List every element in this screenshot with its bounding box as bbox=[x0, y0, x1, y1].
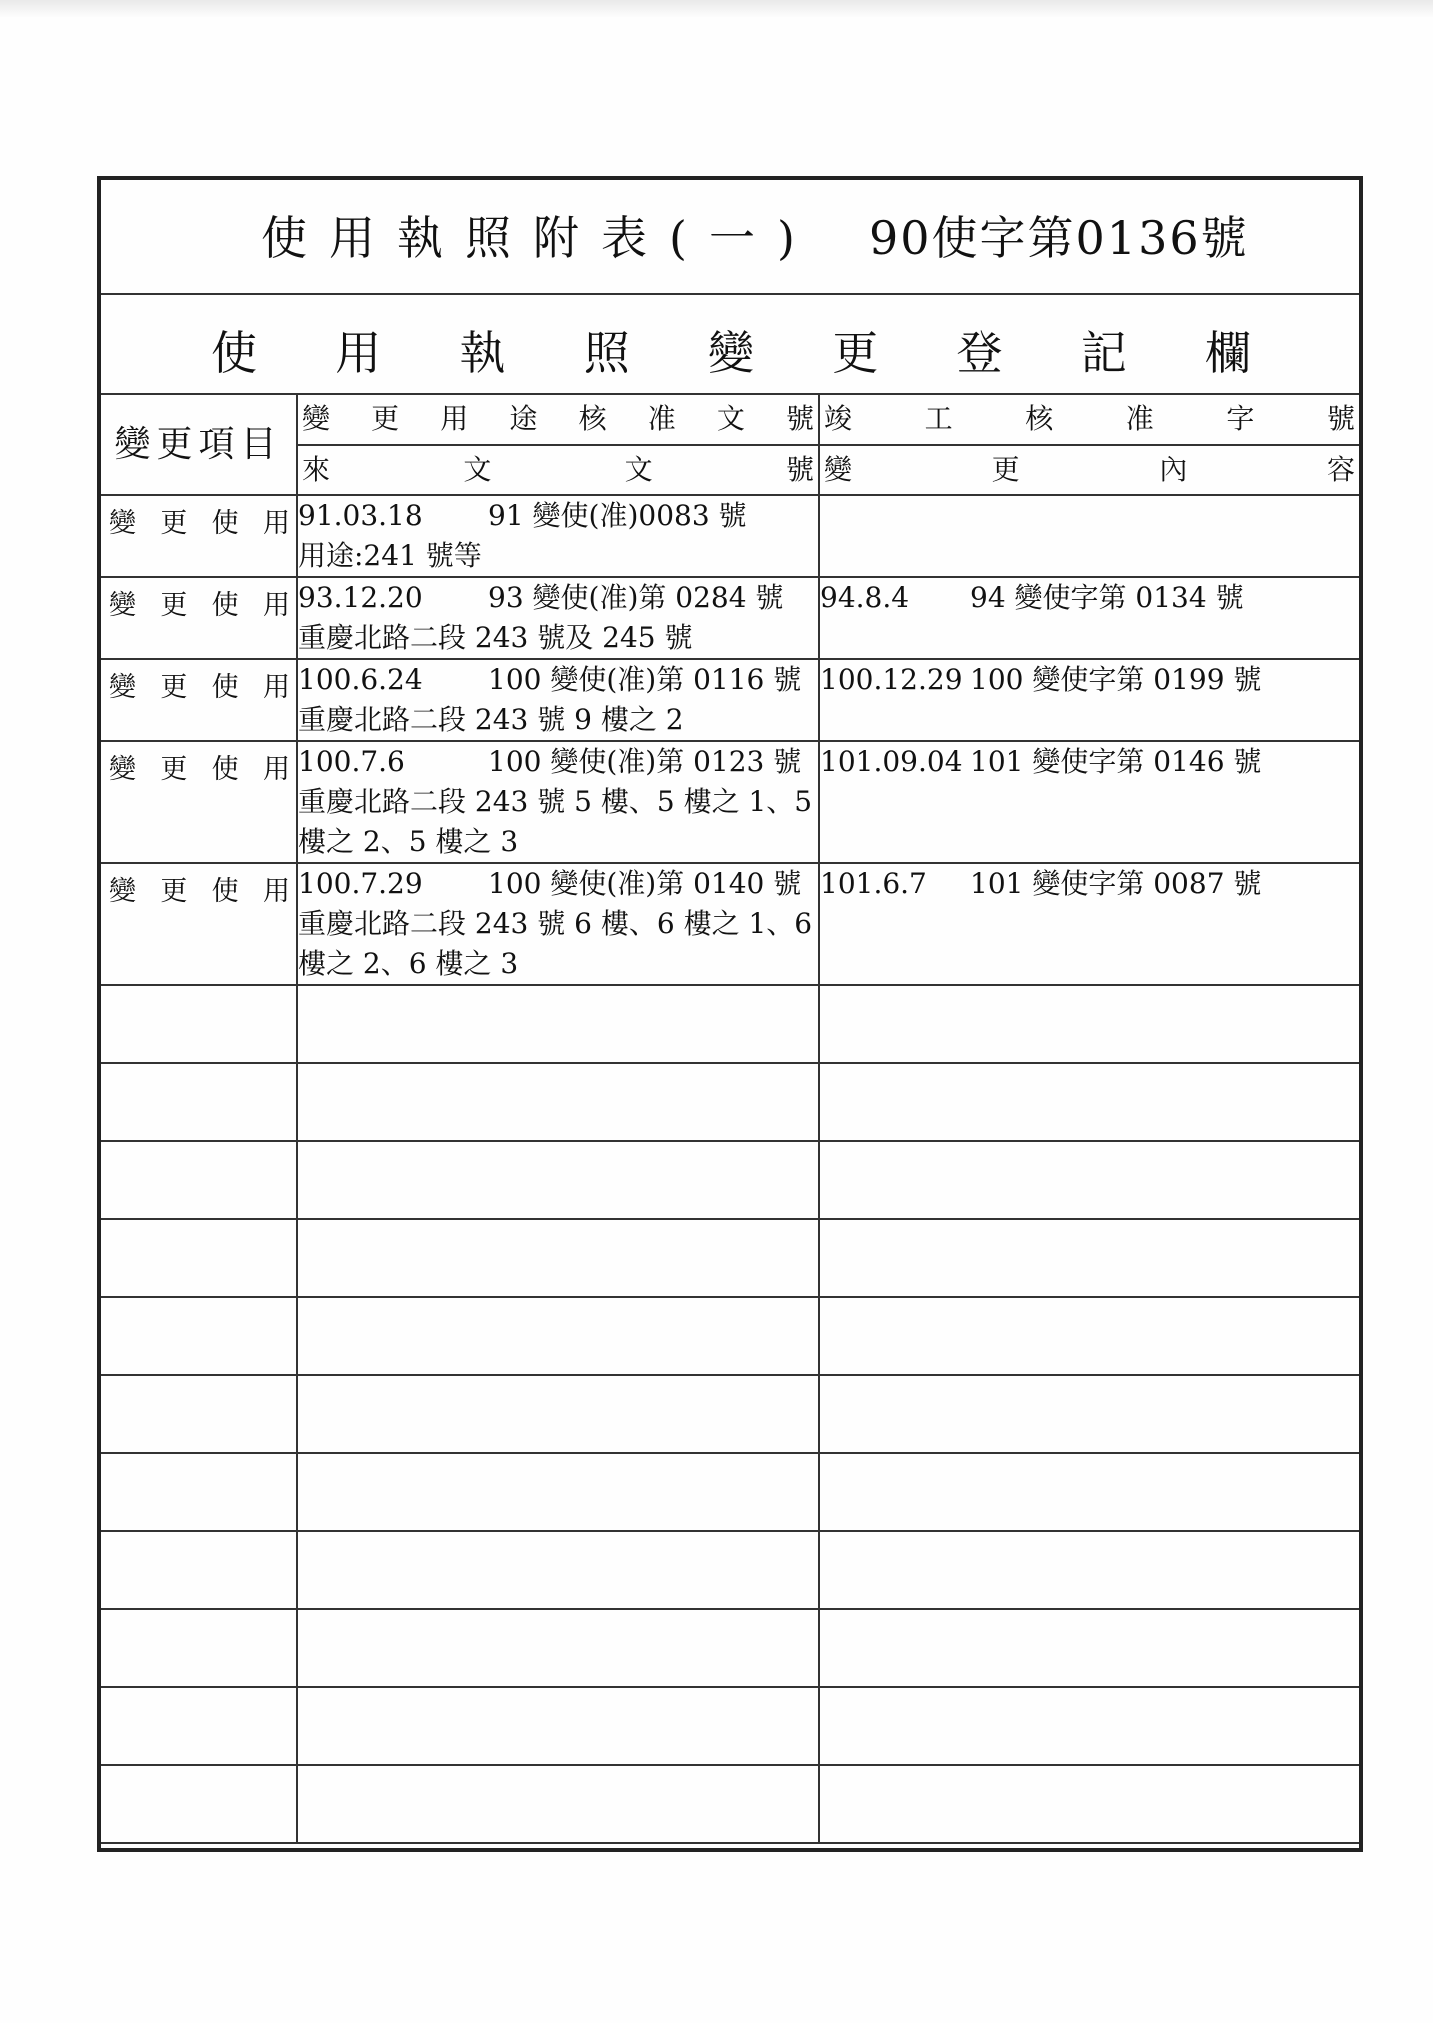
blank-cell bbox=[101, 1297, 297, 1375]
approval-number: 100 變使(准)第 0116 號 bbox=[488, 663, 802, 696]
item-char: 使 bbox=[211, 672, 239, 703]
approval-line bbox=[298, 742, 818, 782]
change-item bbox=[101, 496, 296, 544]
completion-cell bbox=[819, 577, 1359, 659]
approval-date: 93.12.20 bbox=[298, 581, 423, 614]
blank-row bbox=[101, 1687, 1359, 1765]
item-char: 更 bbox=[160, 754, 188, 785]
table-row bbox=[101, 863, 1359, 985]
blank-cell bbox=[101, 1687, 297, 1765]
approval-line bbox=[298, 578, 818, 618]
header-row-top bbox=[101, 395, 1359, 445]
table-row bbox=[101, 577, 1359, 659]
completion-cell bbox=[819, 495, 1359, 577]
subtitle-char: 變 bbox=[708, 326, 754, 380]
item-char: 變 bbox=[109, 672, 136, 703]
blank-cell bbox=[297, 1141, 819, 1219]
blank-cell bbox=[819, 1687, 1359, 1765]
blank-row bbox=[101, 1219, 1359, 1297]
blank-cell bbox=[297, 985, 819, 1063]
item-char: 用 bbox=[262, 590, 290, 621]
form-title: 使用執照附表(一) bbox=[261, 211, 817, 265]
item-char: 使 bbox=[211, 590, 239, 621]
usage-license-change-form bbox=[97, 176, 1363, 1852]
blank-cell bbox=[819, 1219, 1359, 1297]
table-row bbox=[101, 741, 1359, 863]
blank-cell bbox=[101, 1141, 297, 1219]
header-char: 工 bbox=[924, 402, 953, 435]
header-char: 更 bbox=[371, 402, 400, 435]
blank-row bbox=[101, 985, 1359, 1063]
title-row bbox=[101, 180, 1359, 295]
completion-date: 101.6.7 bbox=[820, 867, 927, 900]
blank-row bbox=[101, 1375, 1359, 1453]
completion-number: 100 變使字第 0199 號 bbox=[970, 663, 1262, 696]
subtitle-char: 執 bbox=[459, 326, 506, 380]
blank-cell bbox=[101, 1063, 297, 1141]
blank-cell bbox=[101, 1765, 297, 1843]
blank-cell bbox=[297, 1609, 819, 1687]
spacer bbox=[468, 660, 488, 700]
item-char: 用 bbox=[262, 508, 290, 539]
header-char: 來 bbox=[302, 453, 331, 486]
item-char: 變 bbox=[109, 754, 136, 785]
header-char: 核 bbox=[578, 402, 607, 435]
completion-number: 101 變使字第 0146 號 bbox=[970, 745, 1262, 778]
completion-date: 100.12.29 bbox=[820, 663, 963, 696]
blank-cell bbox=[297, 1531, 819, 1609]
item-char: 更 bbox=[160, 672, 188, 703]
header-change-content bbox=[819, 445, 1359, 495]
blank-cell bbox=[819, 1531, 1359, 1609]
blank-cell bbox=[819, 985, 1359, 1063]
subtitle-char: 欄 bbox=[1205, 326, 1251, 380]
item-char: 使 bbox=[211, 754, 239, 785]
header-char: 用 bbox=[440, 402, 469, 435]
change-registry-table bbox=[101, 395, 1359, 1844]
blank-cell bbox=[819, 1375, 1359, 1453]
header-char: 途 bbox=[509, 402, 538, 435]
blank-row bbox=[101, 1453, 1359, 1531]
completion-number: 94 變使字第 0134 號 bbox=[970, 581, 1244, 614]
header-char: 准 bbox=[647, 402, 676, 435]
header-char: 准 bbox=[1125, 402, 1154, 435]
header-incoming-no bbox=[297, 445, 819, 495]
approval-number: 100 變使(准)第 0123 號 bbox=[488, 745, 802, 778]
blank-cell bbox=[297, 1453, 819, 1531]
approval-number: 93 變使(准)第 0284 號 bbox=[488, 581, 784, 614]
approval-cell bbox=[297, 863, 819, 985]
blank-cell bbox=[297, 1219, 819, 1297]
change-item bbox=[101, 578, 296, 626]
item-char: 變 bbox=[109, 508, 136, 539]
subtitle-char: 照 bbox=[583, 326, 630, 380]
header-char: 變 bbox=[302, 402, 331, 435]
item-char: 變 bbox=[109, 590, 136, 621]
change-item bbox=[101, 742, 296, 790]
header-char: 文 bbox=[716, 402, 745, 435]
change-item bbox=[101, 660, 296, 708]
blank-cell bbox=[101, 985, 297, 1063]
completion-date: 101.09.04 bbox=[820, 745, 963, 778]
blank-cell bbox=[297, 1063, 819, 1141]
header-char: 更 bbox=[991, 453, 1020, 486]
subtitle-char: 登 bbox=[956, 326, 1003, 380]
blank-row bbox=[101, 1297, 1359, 1375]
blank-cell bbox=[297, 1375, 819, 1453]
blank-cell bbox=[819, 1141, 1359, 1219]
header-char: 號 bbox=[785, 453, 814, 486]
completion-number: 101 變使字第 0087 號 bbox=[970, 867, 1262, 900]
spacer bbox=[468, 864, 488, 904]
blank-cell bbox=[819, 1297, 1359, 1375]
change-content: 重慶北路二段 243 號 5 樓、5 樓之 1、5 樓之 2、5 樓之 3 bbox=[298, 785, 813, 858]
spacer bbox=[468, 742, 488, 782]
blank-cell bbox=[819, 1063, 1359, 1141]
change-item-cell bbox=[101, 577, 297, 659]
header-char: 文 bbox=[463, 453, 492, 486]
approval-number: 100 變使(准)第 0140 號 bbox=[488, 867, 802, 900]
header-char: 號 bbox=[785, 402, 814, 435]
item-char: 用 bbox=[262, 754, 290, 785]
spacer bbox=[468, 496, 488, 536]
blank-row bbox=[101, 1765, 1359, 1843]
subtitle-char: 更 bbox=[832, 326, 879, 380]
header-approval-no bbox=[297, 395, 819, 445]
approval-line bbox=[298, 864, 818, 904]
blank-cell bbox=[819, 1765, 1359, 1843]
header-char: 竣 bbox=[824, 402, 853, 435]
approval-cell bbox=[297, 659, 819, 741]
blank-cell bbox=[819, 1609, 1359, 1687]
blank-cell bbox=[101, 1453, 297, 1531]
item-char: 更 bbox=[160, 508, 188, 539]
item-char: 使 bbox=[211, 876, 239, 907]
approval-line bbox=[298, 496, 818, 536]
table-row bbox=[101, 659, 1359, 741]
item-char: 用 bbox=[262, 876, 290, 907]
change-content: 用途:241 號等 bbox=[298, 539, 482, 572]
subtitle-char: 記 bbox=[1080, 326, 1127, 380]
completion-date: 94.8.4 bbox=[820, 581, 910, 614]
change-item bbox=[101, 864, 296, 912]
spacer bbox=[468, 578, 488, 618]
blank-cell bbox=[101, 1609, 297, 1687]
approval-cell bbox=[297, 495, 819, 577]
header-char: 變 bbox=[824, 453, 853, 486]
approval-number: 91 變使(准)0083 號 bbox=[488, 499, 747, 532]
header-char: 核 bbox=[1025, 402, 1054, 435]
change-item-cell bbox=[101, 659, 297, 741]
completion-cell bbox=[819, 659, 1359, 741]
subtitle-char: 使 bbox=[211, 326, 257, 380]
blank-cell bbox=[297, 1765, 819, 1843]
item-char: 更 bbox=[160, 876, 188, 907]
license-number: 90使字第0136號 bbox=[869, 211, 1249, 265]
table-row bbox=[101, 495, 1359, 577]
approval-date: 100.7.6 bbox=[298, 745, 405, 778]
subtitle-char: 用 bbox=[335, 326, 382, 380]
blank-row bbox=[101, 1531, 1359, 1609]
change-item-cell bbox=[101, 863, 297, 985]
change-item-cell bbox=[101, 495, 297, 577]
completion-cell bbox=[819, 741, 1359, 863]
change-item-cell bbox=[101, 741, 297, 863]
blank-cell bbox=[101, 1219, 297, 1297]
item-char: 用 bbox=[262, 672, 290, 703]
approval-cell bbox=[297, 741, 819, 863]
change-content: 重慶北路二段 243 號 9 樓之 2 bbox=[298, 703, 684, 736]
approval-line bbox=[298, 660, 818, 700]
blank-row bbox=[101, 1063, 1359, 1141]
blank-cell bbox=[101, 1375, 297, 1453]
blank-cell bbox=[819, 1453, 1359, 1531]
item-char: 變 bbox=[109, 876, 136, 907]
blank-row bbox=[101, 1609, 1359, 1687]
approval-date: 100.7.29 bbox=[298, 867, 423, 900]
header-char: 內 bbox=[1159, 453, 1188, 486]
approval-date: 91.03.18 bbox=[298, 499, 423, 532]
blank-row bbox=[101, 1141, 1359, 1219]
header-completion-no bbox=[819, 395, 1359, 445]
change-content: 重慶北路二段 243 號及 245 號 bbox=[298, 621, 693, 654]
blank-cell bbox=[297, 1297, 819, 1375]
header-change-item: 變更項目 bbox=[101, 395, 297, 495]
blank-cell bbox=[297, 1687, 819, 1765]
item-char: 使 bbox=[211, 508, 239, 539]
header-char: 號 bbox=[1326, 402, 1355, 435]
completion-cell bbox=[819, 863, 1359, 985]
header-char: 字 bbox=[1226, 402, 1255, 435]
subtitle-row bbox=[101, 295, 1359, 395]
header-char: 容 bbox=[1326, 453, 1355, 486]
approval-date: 100.6.24 bbox=[298, 663, 423, 696]
blank-cell bbox=[101, 1531, 297, 1609]
approval-cell bbox=[297, 577, 819, 659]
change-content: 重慶北路二段 243 號 6 樓、6 樓之 1、6 樓之 2、6 樓之 3 bbox=[298, 907, 813, 980]
scan-shadow bbox=[0, 0, 1433, 18]
form-subtitle bbox=[211, 317, 1251, 383]
header-char: 文 bbox=[624, 453, 653, 486]
item-char: 更 bbox=[160, 590, 188, 621]
